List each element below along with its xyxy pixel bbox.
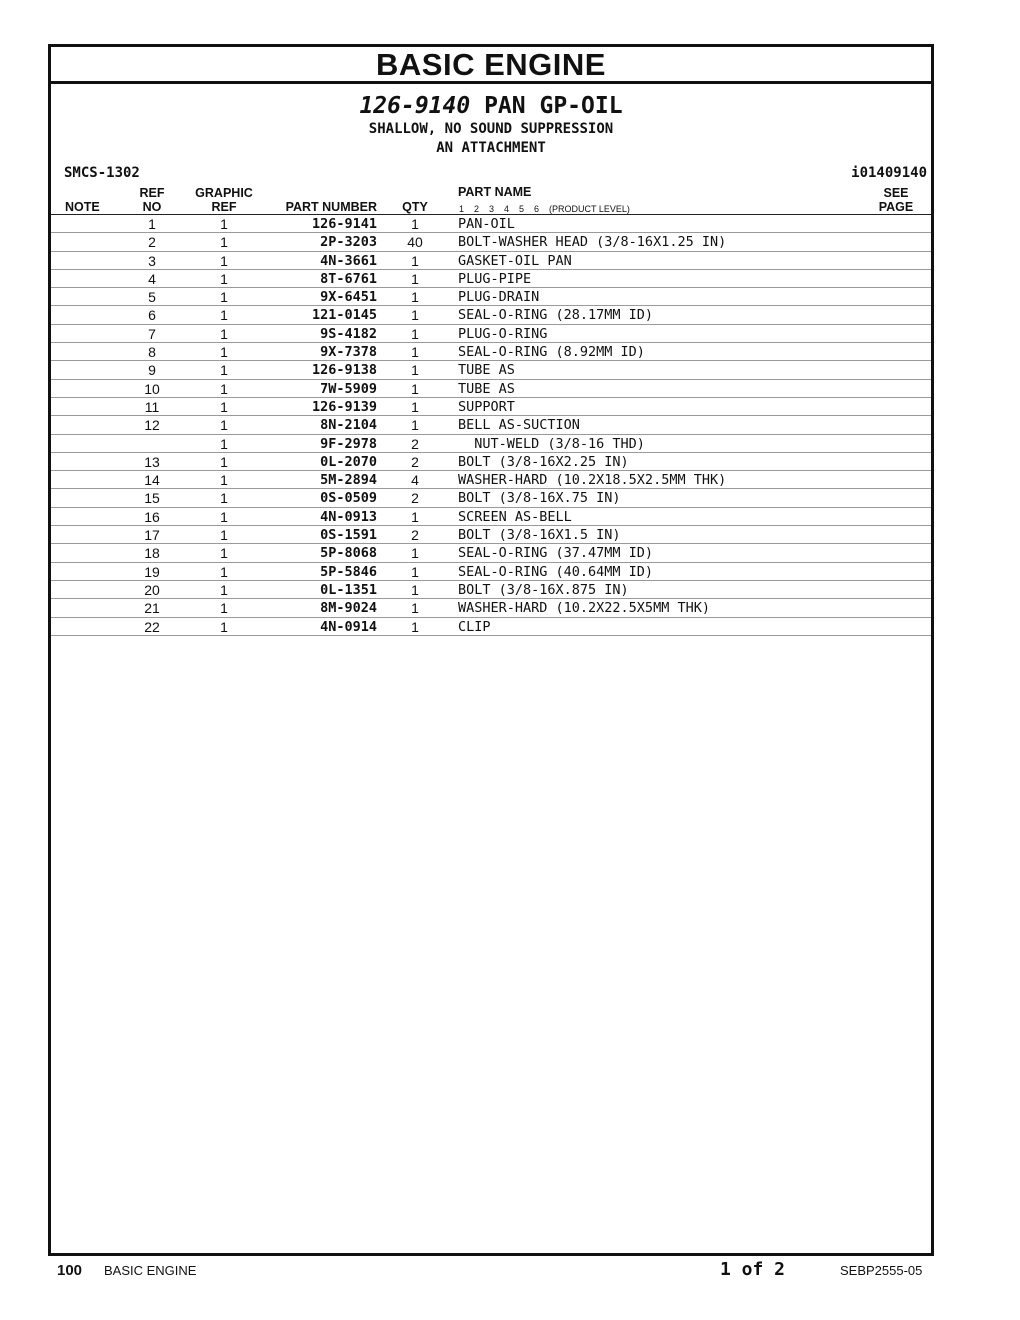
table-row bbox=[51, 233, 931, 251]
graphic-ref: 1 bbox=[220, 581, 228, 598]
graphic-ref: 1 bbox=[220, 289, 228, 306]
group-heading bbox=[51, 92, 931, 120]
graphic-ref: 1 bbox=[220, 270, 228, 287]
table-row bbox=[51, 398, 931, 416]
table-row bbox=[51, 215, 931, 233]
graphic-ref: 1 bbox=[220, 417, 228, 434]
ref-no: 7 bbox=[148, 325, 156, 342]
part-number: 9X-6451 bbox=[320, 289, 377, 306]
part-number: 5M-2894 bbox=[320, 472, 377, 489]
col-see-bottom: PAGE bbox=[878, 200, 914, 214]
ref-no: 12 bbox=[144, 417, 160, 434]
quantity: 1 bbox=[411, 325, 419, 342]
part-number: 0S-1591 bbox=[320, 527, 377, 544]
table-row bbox=[51, 526, 931, 544]
ref-no: 14 bbox=[144, 472, 160, 489]
part-name: BOLT-WASHER HEAD (3/8-16X1.25 IN) bbox=[458, 234, 727, 251]
graphic-ref: 1 bbox=[220, 453, 228, 470]
part-name: PLUG-DRAIN bbox=[458, 289, 540, 306]
quantity: 1 bbox=[411, 307, 419, 324]
table-row bbox=[51, 325, 931, 343]
col-product-level: 1 2 3 4 5 6 (PRODUCT LEVEL) bbox=[459, 204, 630, 214]
part-number: 9F-2978 bbox=[320, 435, 377, 452]
col-ref-top: REF bbox=[139, 186, 165, 200]
part-name: WASHER-HARD (10.2X18.5X2.5MM THK) bbox=[458, 472, 727, 489]
part-name: SEAL-O-RING (28.17MM ID) bbox=[458, 307, 654, 324]
quantity: 1 bbox=[411, 252, 419, 269]
graphic-ref: 1 bbox=[220, 398, 228, 415]
table-row bbox=[51, 416, 931, 434]
graphic-ref: 1 bbox=[220, 508, 228, 525]
ref-no: 11 bbox=[144, 398, 160, 415]
ref-no: 13 bbox=[144, 453, 160, 470]
graphic-ref: 1 bbox=[220, 344, 228, 361]
ref-no: 18 bbox=[144, 545, 160, 562]
part-number: 8M-9024 bbox=[320, 600, 377, 617]
smcs-code: SMCS-1302 bbox=[64, 165, 140, 181]
table-row bbox=[51, 599, 931, 617]
table-row bbox=[51, 453, 931, 471]
part-name: BELL AS-SUCTION bbox=[458, 417, 580, 434]
quantity: 1 bbox=[411, 581, 419, 598]
quantity: 1 bbox=[411, 545, 419, 562]
part-name: PLUG-PIPE bbox=[458, 270, 532, 287]
table-row bbox=[51, 343, 931, 361]
quantity: 1 bbox=[411, 344, 419, 361]
part-name: TUBE AS bbox=[458, 362, 515, 379]
quantity: 1 bbox=[411, 600, 419, 617]
part-number: 126-9141 bbox=[311, 216, 377, 232]
quantity: 2 bbox=[411, 527, 419, 544]
part-name: SEAL-O-RING (37.47MM ID) bbox=[458, 545, 654, 562]
part-name: BOLT (3/8-16X2.25 IN) bbox=[458, 453, 629, 470]
part-number: 4N-0914 bbox=[320, 618, 377, 635]
part-number: 126-9139 bbox=[311, 398, 377, 415]
graphic-ref: 1 bbox=[220, 472, 228, 489]
ref-no: 1 bbox=[148, 216, 156, 232]
graphic-ref: 1 bbox=[220, 618, 228, 635]
table-row bbox=[51, 270, 931, 288]
part-name: BOLT (3/8-16X1.5 IN) bbox=[458, 527, 621, 544]
col-part-name: PART NAME bbox=[458, 185, 532, 199]
part-name: BOLT (3/8-16X.75 IN) bbox=[458, 490, 621, 507]
table-row bbox=[51, 489, 931, 507]
part-number: 9S-4182 bbox=[320, 325, 377, 342]
quantity: 2 bbox=[411, 490, 419, 507]
part-name: BOLT (3/8-16X.875 IN) bbox=[458, 581, 629, 598]
part-number: 5P-8068 bbox=[320, 545, 377, 562]
ref-no: 10 bbox=[144, 380, 160, 397]
part-name: SEAL-O-RING (8.92MM ID) bbox=[458, 344, 645, 361]
quantity: 2 bbox=[411, 435, 419, 452]
part-number: 4N-0913 bbox=[320, 508, 377, 525]
part-name: WASHER-HARD (10.2X22.5X5MM THK) bbox=[458, 600, 710, 617]
part-name: TUBE AS bbox=[458, 380, 515, 397]
part-number: 7W-5909 bbox=[320, 380, 377, 397]
parts-list bbox=[51, 215, 931, 636]
graphic-ref: 1 bbox=[220, 563, 228, 580]
subtitle-1: SHALLOW, NO SOUND SUPPRESSION bbox=[368, 121, 614, 137]
page-frame bbox=[48, 44, 934, 1256]
ref-no: 2 bbox=[148, 234, 156, 251]
group-number: 126-9140 bbox=[359, 93, 471, 119]
quantity: 1 bbox=[411, 563, 419, 580]
quantity: 40 bbox=[407, 234, 423, 251]
group-name: PAN GP-OIL bbox=[484, 93, 623, 119]
part-name: PAN-OIL bbox=[458, 216, 515, 232]
page-number: 100 bbox=[57, 1262, 83, 1279]
table-row bbox=[51, 380, 931, 398]
part-name: SCREEN AS-BELL bbox=[458, 508, 572, 525]
quantity: 1 bbox=[411, 508, 419, 525]
part-number: 0L-1351 bbox=[320, 581, 377, 598]
illustration-id: i01409140 bbox=[851, 165, 927, 181]
col-graphic-bottom: REF bbox=[211, 200, 237, 214]
part-number: 0S-0509 bbox=[320, 490, 377, 507]
table-row bbox=[51, 563, 931, 581]
graphic-ref: 1 bbox=[220, 362, 228, 379]
graphic-ref: 1 bbox=[220, 527, 228, 544]
table-row bbox=[51, 435, 931, 453]
ref-no: 22 bbox=[144, 618, 160, 635]
part-number: 121-0145 bbox=[311, 307, 377, 324]
graphic-ref: 1 bbox=[220, 307, 228, 324]
table-row bbox=[51, 618, 931, 636]
quantity: 1 bbox=[411, 362, 419, 379]
quantity: 4 bbox=[411, 472, 419, 489]
table-header bbox=[51, 184, 931, 215]
subtitle-2: AN ATTACHMENT bbox=[436, 140, 546, 156]
quantity: 2 bbox=[411, 453, 419, 470]
col-see-top: SEE bbox=[883, 186, 909, 200]
quantity: 1 bbox=[411, 289, 419, 306]
smcs-row bbox=[51, 162, 931, 184]
part-name: GASKET-OIL PAN bbox=[458, 252, 572, 269]
table-row bbox=[51, 544, 931, 562]
part-number: 8N-2104 bbox=[320, 417, 377, 434]
quantity: 1 bbox=[411, 618, 419, 635]
ref-no: 8 bbox=[148, 344, 156, 361]
ref-no: 16 bbox=[144, 508, 160, 525]
graphic-ref: 1 bbox=[220, 216, 228, 232]
graphic-ref: 1 bbox=[220, 325, 228, 342]
document-id: SEBP2555-05 bbox=[840, 1263, 923, 1278]
page-of: 1 of 2 bbox=[720, 1259, 786, 1280]
part-number: 4N-3661 bbox=[320, 252, 377, 269]
part-name: NUT-WELD (3/8-16 THD) bbox=[458, 435, 645, 452]
graphic-ref: 1 bbox=[220, 380, 228, 397]
col-note: NOTE bbox=[65, 200, 100, 214]
graphic-ref: 1 bbox=[220, 600, 228, 617]
col-graphic-top: GRAPHIC bbox=[195, 186, 253, 200]
part-name: SUPPORT bbox=[458, 398, 515, 415]
quantity: 1 bbox=[411, 270, 419, 287]
page-footer bbox=[0, 1258, 1020, 1288]
graphic-ref: 1 bbox=[220, 490, 228, 507]
graphic-ref: 1 bbox=[220, 435, 228, 452]
ref-no: 3 bbox=[148, 252, 156, 269]
ref-no: 4 bbox=[148, 270, 156, 287]
footer-section: BASIC ENGINE bbox=[104, 1263, 197, 1278]
part-number: 126-9138 bbox=[311, 362, 377, 379]
page-title: BASIC ENGINE bbox=[51, 47, 931, 84]
part-name: CLIP bbox=[458, 618, 491, 635]
part-number: 2P-3203 bbox=[320, 234, 377, 251]
ref-no: 15 bbox=[144, 490, 160, 507]
graphic-ref: 1 bbox=[220, 545, 228, 562]
part-number: 5P-5846 bbox=[320, 563, 377, 580]
ref-no: 5 bbox=[148, 289, 156, 306]
quantity: 1 bbox=[411, 380, 419, 397]
quantity: 1 bbox=[411, 216, 419, 232]
part-name: PLUG-O-RING bbox=[458, 325, 548, 342]
part-name: SEAL-O-RING (40.64MM ID) bbox=[458, 563, 654, 580]
col-part-number: PART NUMBER bbox=[285, 200, 377, 214]
quantity: 1 bbox=[411, 398, 419, 415]
col-ref-bottom: NO bbox=[142, 200, 162, 214]
col-qty: QTY bbox=[402, 200, 428, 214]
table-row bbox=[51, 306, 931, 324]
table-row bbox=[51, 252, 931, 270]
table-row bbox=[51, 581, 931, 599]
table-row bbox=[51, 508, 931, 526]
part-number: 8T-6761 bbox=[320, 270, 377, 287]
table-row bbox=[51, 361, 931, 379]
part-number: 9X-7378 bbox=[320, 344, 377, 361]
table-row bbox=[51, 288, 931, 306]
ref-no: 20 bbox=[144, 581, 160, 598]
table-row bbox=[51, 471, 931, 489]
ref-no: 19 bbox=[144, 563, 160, 580]
graphic-ref: 1 bbox=[220, 252, 228, 269]
ref-no: 9 bbox=[148, 362, 156, 379]
ref-no: 21 bbox=[144, 600, 160, 617]
ref-no: 6 bbox=[148, 307, 156, 324]
graphic-ref: 1 bbox=[220, 234, 228, 251]
ref-no: 17 bbox=[144, 527, 160, 544]
part-number: 0L-2070 bbox=[320, 453, 377, 470]
quantity: 1 bbox=[411, 417, 419, 434]
